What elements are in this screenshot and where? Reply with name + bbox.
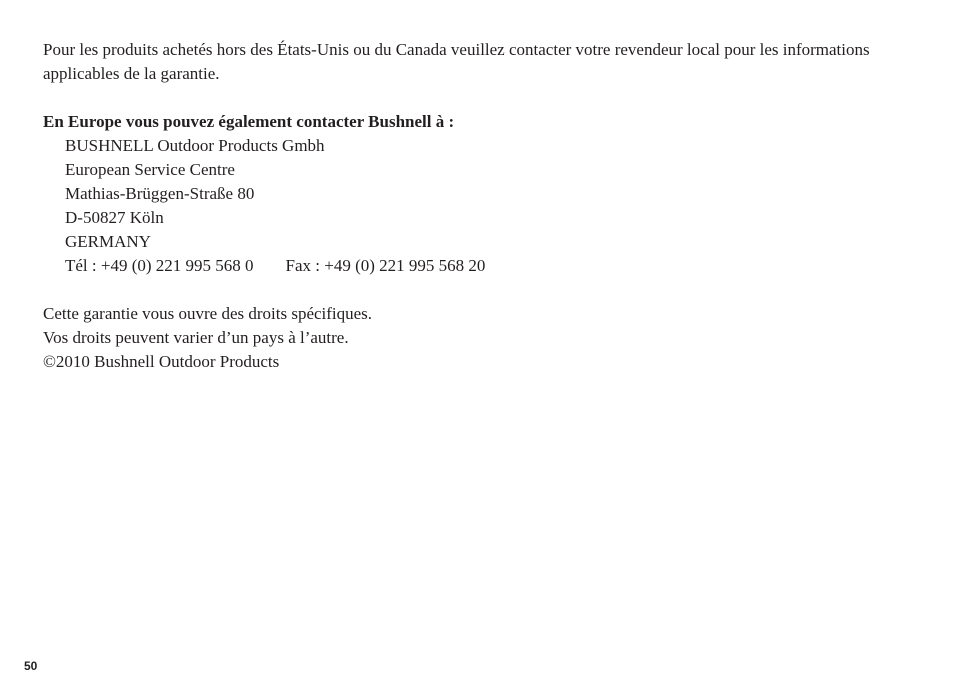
spacer <box>43 86 923 110</box>
address-department: European Service Centre <box>65 160 235 179</box>
page-number: 50 <box>24 659 38 673</box>
fax-number: Fax : +49 (0) 221 995 568 20 <box>285 256 486 275</box>
rights-line-1: Cette garantie vous ouvre des droits spécifiques. <box>43 304 373 323</box>
spacer <box>43 278 923 302</box>
address-country: GERMANY <box>65 232 151 251</box>
europe-heading: En Europe vous pouvez également contacter Bushnell à : <box>43 112 455 131</box>
address-block <box>43 134 923 278</box>
copyright-line: ©2010 Bushnell Outdoor Products <box>43 352 280 371</box>
intro-paragraph: Pour les produits achetés hors des États-Unis ou du Canada veuillez contacter votre revendeur local pour les informations applicables de la garantie. <box>43 40 870 83</box>
address-city: D-50827 Köln <box>65 208 164 227</box>
contact-line <box>65 254 923 278</box>
phone-number: Tél : +49 (0) 221 995 568 0 <box>65 256 254 275</box>
warranty-contact-section <box>43 38 923 374</box>
address-street: Mathias-Brüggen-Straße 80 <box>65 184 255 203</box>
address-company: BUSHNELL Outdoor Products Gmbh <box>65 136 325 155</box>
rights-line-2: Vos droits peuvent varier d’un pays à l’autre. <box>43 328 349 347</box>
